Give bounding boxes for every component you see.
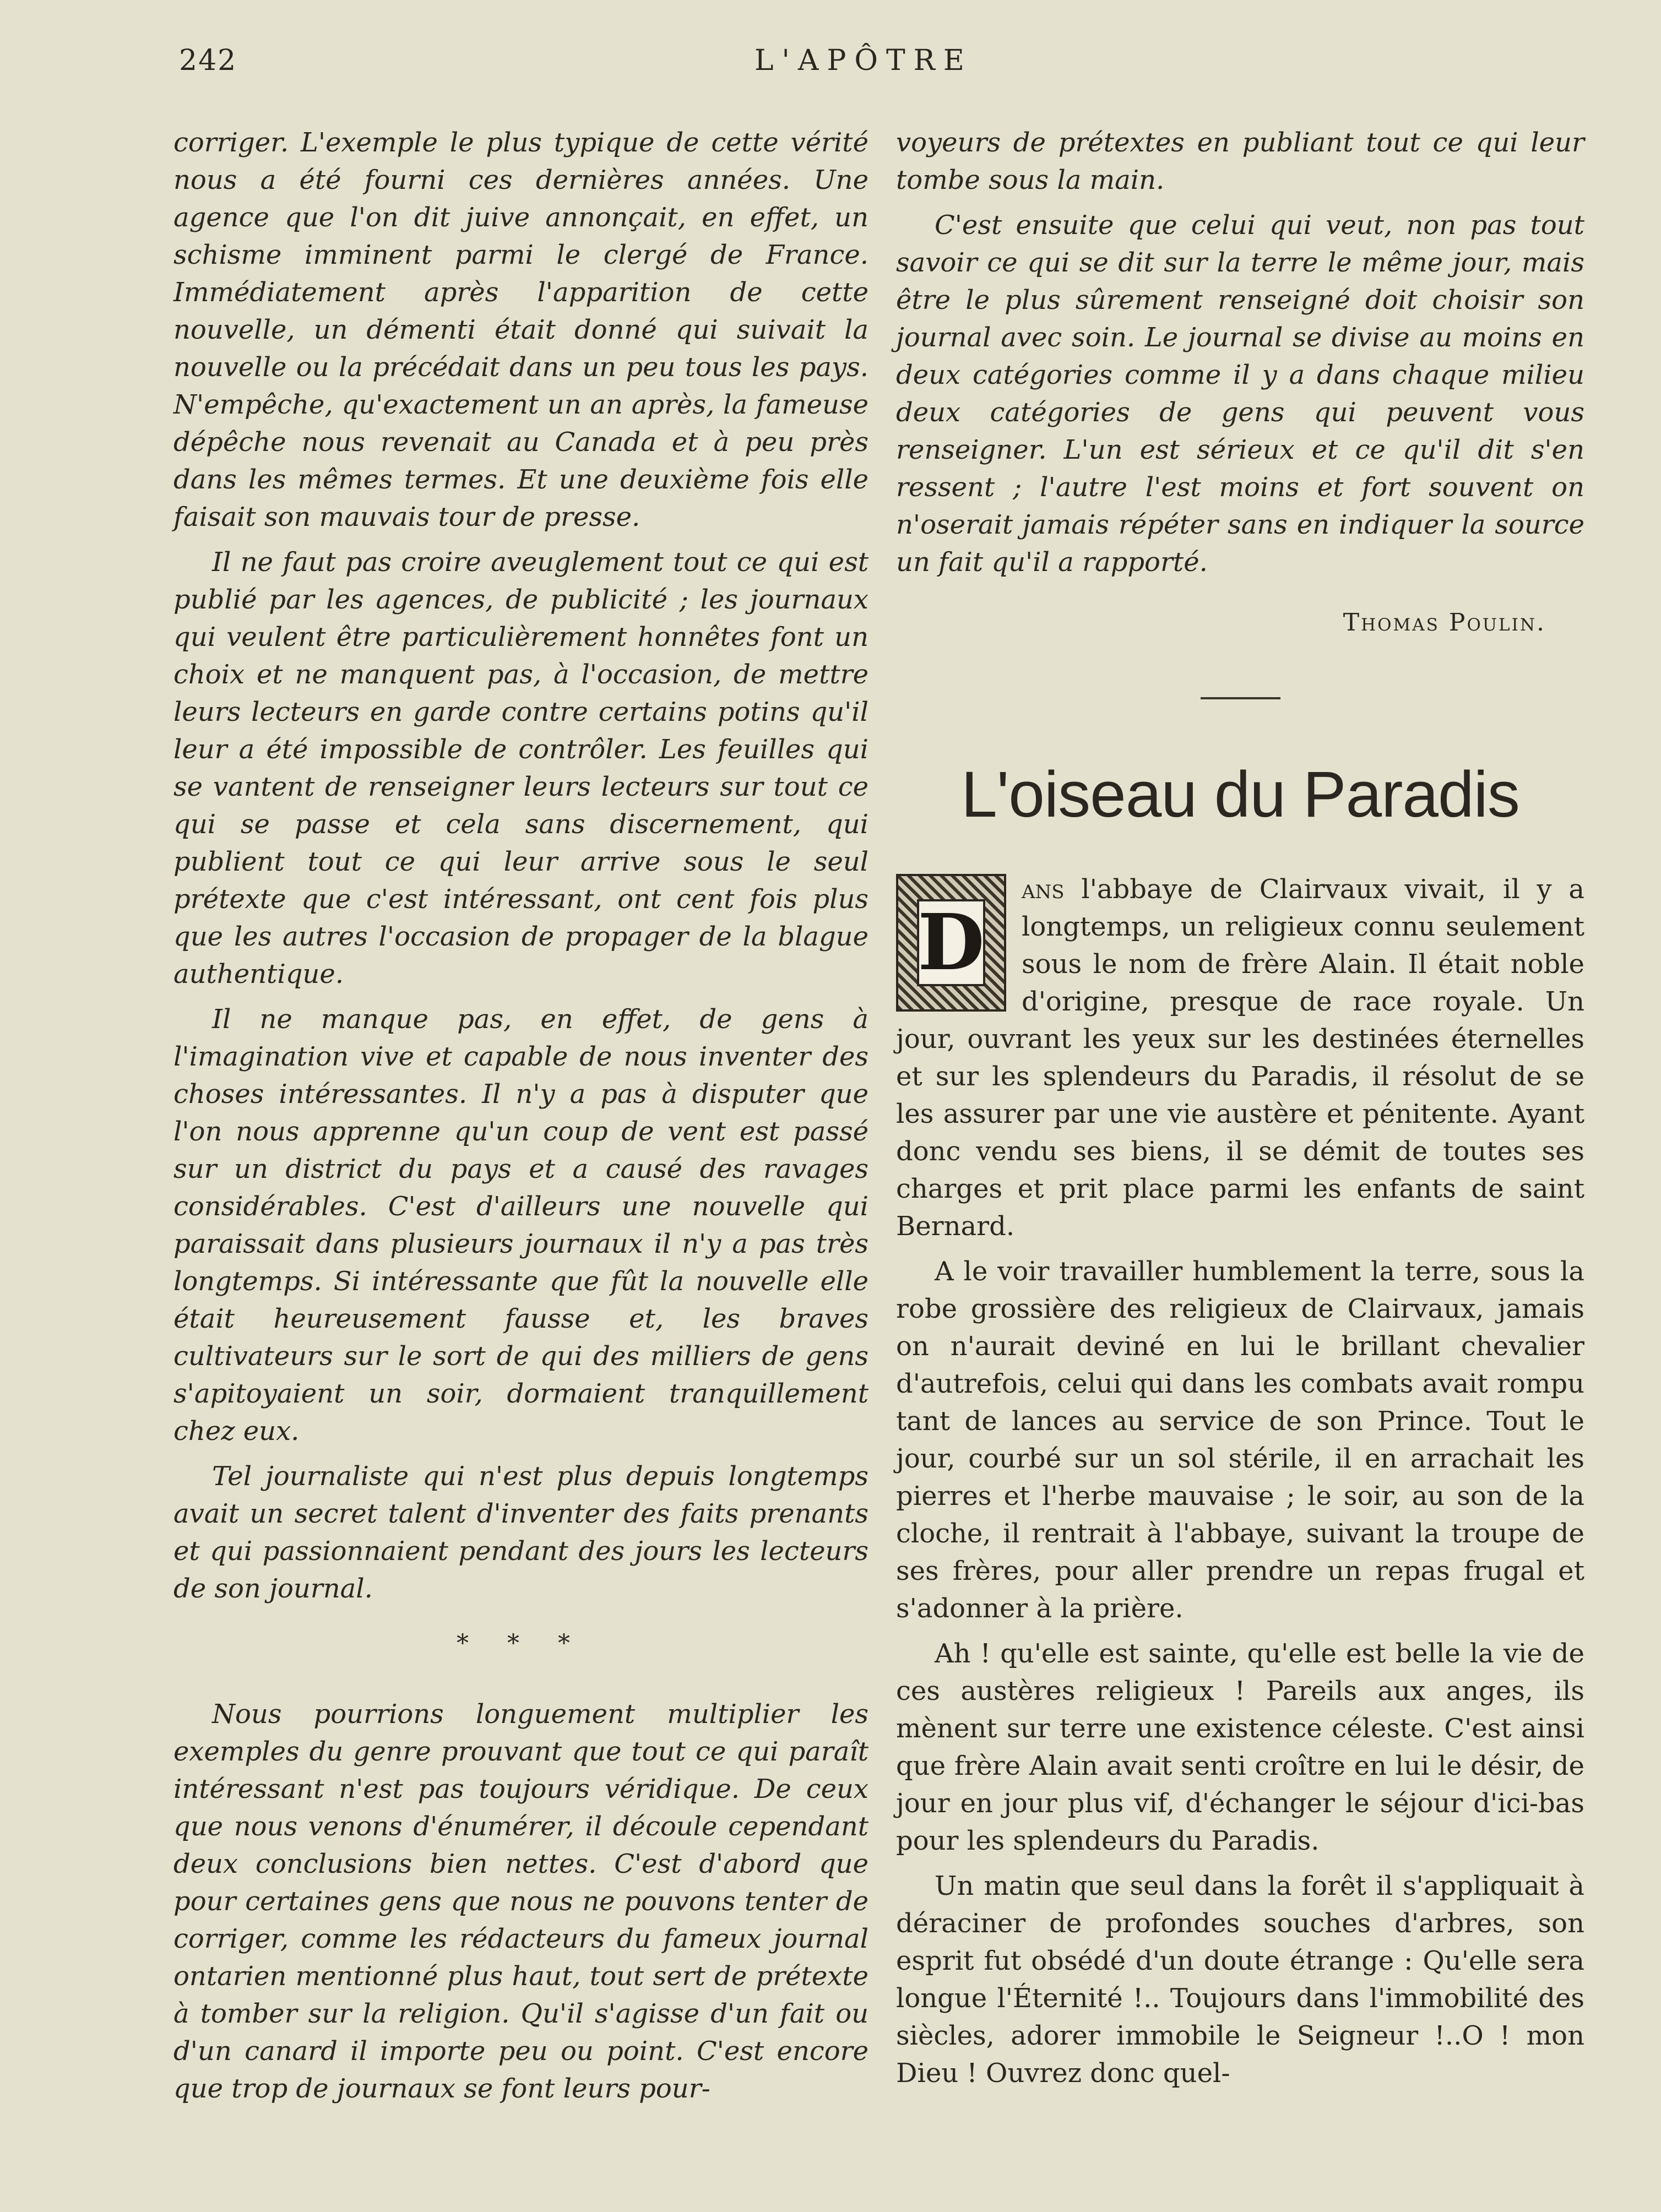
paragraph: Il ne manque pas, en effet, de gens à l'imagination vive et capable de nous inventer des choses intéressantes. Il n'y a pas à disputer que l'on nous apprenne qu'un coup de vent est passé sur un district du pays et a causé des ravages considérables. C'est d'ailleurs une nouvelle qui paraissait dans plusieurs journaux il n'y a pas très longtemps. Si intéressante que fût la nouvelle elle était heureusement fausse et, les braves cultivateurs sur le sort de qui des milliers de gens s'apitoyaient un soir, dormaient tranquillement chez eux. <box>173 1004 869 1447</box>
paragraph: Il ne faut pas croire aveuglement tout ce qui est publié par les agences, de publicité ; les journaux qui veulent être particulièrement honnêtes font un choix et ne manquent pas, à l'occasion, de mettre leurs lecteurs en garde contre certains potins qu'il leur a été impossible de contrôler. Les feuilles qui se vantent de renseigner leurs lecteurs sur tout ce qui se passe et cela sans discernement, qui publient tout ce qui leur arrive sous le seul prétexte que c'est intéressant, ont cent fois plus que les autres l'occasion de propager de la blague authentique. <box>173 547 869 990</box>
ornamental-dropcap <box>896 874 1006 1012</box>
opening-paragraph <box>896 871 1584 1245</box>
article-title: L'oiseau du Paradis <box>961 758 1519 831</box>
section-separator: * * * <box>457 1629 585 1657</box>
paragraph: corriger. L'exemple le plus typique de cette vérité nous a été fourni ces dernières années. Une agence que l'on dit juive annonçait, en effet, un schisme imminent parmi le clergé de France. Immédiatement après l'apparition de cette nouvelle, un démenti était donné qui suivait la nouvelle ou la précédait dans un peu tous les pays. N'empêche, qu'exactement un an après, la fameuse dépêche nous revenait au Canada et à peu près dans les mêmes termes. Et une deuxième fois elle faisait son mauvais tour de presse. <box>173 127 869 532</box>
opening-text: l'abbaye de Clairvaux vivait, il y a longtemps, un religieux connu seulement sous le nom de frère Alain. Il était noble d'origine, presque de race royale. Un jour, ouvrant les yeux sur les destinées éternelles et sur les splendeurs du Paradis, il résolut de se les assurer par une vie austère et pénitente. Ayant donc vendu ses biens, il se démit de toutes ses charges et prit place parmi les enfants de saint Bernard. <box>896 874 1584 1242</box>
opening-smallcaps: ans <box>1022 874 1065 905</box>
paragraph: voyeurs de prétextes en publiant tout ce qui leur tombe sous la main. <box>896 127 1584 195</box>
left-column <box>173 124 869 2107</box>
paragraph: Un matin que seul dans la forêt il s'appliquait à déraciner de profondes souches d'arbres, son esprit fut obsédé d'un doute étrange : Qu'elle sera longue l'Éternité !.. Toujours dans l'immobilité des siècles, adorer immobile le Seigneur !..O ! mon Dieu ! Ouvrez donc quel- <box>896 1871 1584 2089</box>
divider-rule <box>1201 697 1280 699</box>
author-signature: Thomas Poulin. <box>1343 608 1546 637</box>
paragraph: Tel journaliste qui n'est plus depuis longtemps avait un secret talent d'inventer des faits prenants et qui passionnaient pendant des jours les lecteurs de son journal. <box>173 1461 869 1604</box>
paragraph: Ah ! qu'elle est sainte, qu'elle est belle la vie de ces austères religieux ! Pareils aux anges, ils mènent sur terre une existence céleste. C'est ainsi que frère Alain avait senti croître en lui le désir, de jour en jour plus vif, d'échanger le séjour d'ici-bas pour les splendeurs du Paradis. <box>896 1638 1584 1856</box>
paragraph: C'est ensuite que celui qui veut, non pas tout savoir ce qui se dit sur la terre le même jour, mais être le plus sûrement renseigné doit choisir son journal avec soin. Le journal se divise au moins en deux catégories comme il y a dans chaque milieu deux catégories de gens qui peuvent vous renseigner. L'un est sérieux et ce qu'il dit s'en ressent ; l'autre l'est moins et fort souvent on n'oserait jamais répéter sans en indiquer la source un fait qu'il a rapporté. <box>896 210 1584 578</box>
right-column <box>896 124 1584 2092</box>
page-number: 242 <box>179 44 237 77</box>
paragraph: Nous pourrions longuement multiplier les exemples du genre prouvant que tout ce qui paraît intéressant n'est pas toujours véridique. De ceux que nous venons d'énumérer, il découle cependant deux conclusions bien nettes. C'est d'abord que pour certaines gens que nous ne pouvons tenter de corriger, comme les rédacteurs du fameux journal ontarien mentionné plus haut, tout sert de prétexte à tomber sur la religion. Qu'il s'agisse d'un fait ou d'un canard il importe peu ou point. C'est encore que trop de journaux se font leurs pour- <box>173 1699 869 2104</box>
dropcap-letter: D <box>918 898 985 988</box>
running-title: L'APÔTRE <box>754 44 973 77</box>
paragraph: A le voir travailler humblement la terre, sous la robe grossière des religieux de Clairvaux, jamais on n'aurait deviné en lui le brillant chevalier d'autrefois, celui qui dans les combats avait rompu tant de lances au service de son Prince. Tout le jour, courbé sur un sol stérile, il en arrachait les pierres et l'herbe mauvaise ; le soir, au son de la cloche, il rentrait à l'abbaye, suivant la troupe de ses frères, pour aller prendre un repas frugal et s'adonner à la prière. <box>896 1256 1584 1624</box>
